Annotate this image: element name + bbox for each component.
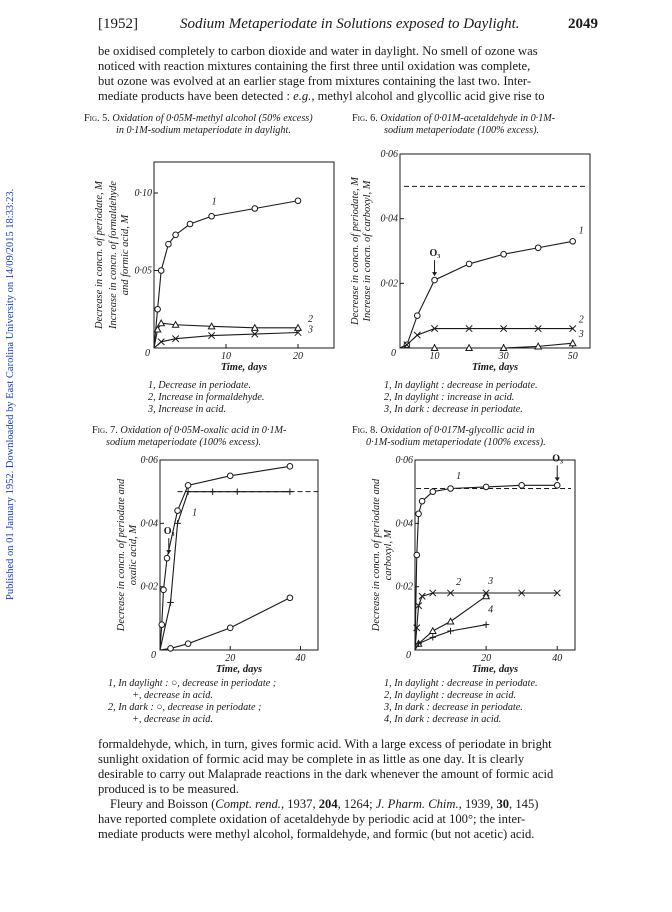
data-point-triangle	[158, 320, 164, 326]
data-point-circle	[187, 221, 193, 227]
figure-5-legend	[148, 380, 264, 416]
data-point-circle	[227, 473, 233, 479]
text-line: mediate products have been detected : e.g., methyl alcohol and glycollic acid give rise to	[98, 89, 545, 103]
series-label: 1	[578, 225, 584, 237]
y-tick-label: 0·02	[140, 581, 158, 593]
y-tick-label: 0·05	[134, 265, 152, 277]
series-label: 1	[456, 470, 462, 482]
y-tick-label: 0·02	[380, 278, 398, 290]
text-line: produced is to be measured.	[98, 782, 239, 796]
series-label: 3	[488, 576, 494, 588]
series-line	[160, 466, 290, 650]
data-point-circle	[448, 486, 454, 492]
y-axis-label: and formic acid, M	[120, 214, 131, 296]
data-point-circle	[483, 484, 489, 490]
x-axis-label: Time, days	[471, 664, 519, 675]
data-point-circle	[432, 277, 438, 283]
series-line	[160, 492, 290, 650]
origin-label: 0	[391, 348, 396, 359]
data-point-circle	[535, 245, 541, 251]
data-point-circle	[166, 241, 172, 247]
y-tick-label: 0·02	[395, 581, 413, 593]
legend-entry: 1, Decrease in periodate.	[148, 380, 251, 391]
annotation-arrowhead	[555, 477, 560, 481]
plot-frame	[160, 460, 318, 650]
text-line: Fleury and Boisson (Compt. rend., 1937, 204, 1264; J. Pharm. Chim., 1939, 30, 145)	[110, 797, 539, 811]
series-line	[160, 598, 290, 650]
data-point-plus	[209, 488, 215, 494]
series-label: 1	[192, 507, 198, 519]
data-point-circle	[287, 464, 293, 470]
figure-7-legend	[108, 678, 276, 726]
data-point-circle	[501, 251, 507, 257]
x-tick-label: 40	[295, 653, 306, 664]
series-label: 1	[211, 196, 217, 208]
y-axis-label: carboxyl, M	[383, 529, 394, 581]
x-tick-label: 10	[429, 351, 440, 362]
data-point-circle	[209, 213, 215, 219]
figure-7-caption: Fig. 7. Oxidation of 0·05M-oxalic acid in 0·1M- sodium metaperiodate (100% excess).	[92, 425, 287, 448]
legend-entry: 3, In dark : decrease in periodate.	[384, 702, 523, 713]
figure-7-chart	[88, 450, 348, 680]
data-point-circle	[168, 646, 174, 652]
data-point-circle	[466, 261, 472, 267]
figure-8-caption: Fig. 8. Oxidation of 0·017M-glycollic acid in 0·1M-sodium metaperiodate (100% excess).	[352, 425, 546, 448]
x-tick-label: 20	[481, 653, 492, 664]
annotation-arrowhead	[432, 272, 437, 276]
legend-entry: +, decrease in acid.	[132, 690, 213, 701]
figure-label: Fig. 7.	[92, 425, 118, 436]
data-point-circle	[161, 587, 167, 593]
data-point-circle	[554, 483, 560, 489]
series-label: 2	[308, 313, 313, 325]
text-line: desirable to carry out Malaprade reactions in the dark whenever the amount of formic acid	[98, 767, 554, 781]
legend-entry: 4, In dark : decrease in acid.	[384, 714, 502, 725]
x-tick-label: 40	[552, 653, 563, 664]
data-point-circle	[416, 511, 422, 517]
series-label: 3	[308, 324, 313, 336]
volume-year: [1952]	[98, 16, 138, 32]
ozone-annotation: O₃	[163, 526, 175, 538]
figure-6-chart	[350, 140, 610, 380]
data-point-plus	[287, 488, 293, 494]
annotation-arrowhead	[166, 550, 171, 554]
y-tick-label: 0·06	[380, 149, 398, 160]
origin-label: 0	[406, 650, 411, 661]
legend-entry: 1, In daylight : decrease in periodate.	[384, 380, 538, 391]
series-label: 2	[456, 577, 462, 588]
origin-label: 0	[145, 348, 150, 359]
data-point-cross	[414, 332, 420, 338]
y-axis-label: Decrease in concn. of periodate, M	[94, 180, 105, 330]
figure-5-chart	[84, 140, 344, 380]
data-point-circle	[185, 641, 191, 647]
figure-5-caption: Fig. 5. Oxidation of 0·05M-methyl alcohol (50% excess) in 0·1M-sodium metaperiodate in daylight.	[84, 113, 313, 136]
y-axis-label: Decrease in concn. of periodate, M	[350, 176, 361, 326]
data-point-cross	[419, 593, 425, 599]
data-point-circle	[159, 622, 165, 628]
y-axis-label: Increase in concn. of carboxyl, M	[362, 180, 373, 322]
legend-entry: 2, Increase in formaldehyde.	[148, 392, 265, 403]
data-point-circle	[227, 625, 233, 631]
download-watermark-text: Published on 01 January 1952. Downloaded by East Carolina University on 14/09/2015 18:33:23.	[5, 188, 16, 600]
data-point-circle	[185, 483, 191, 489]
data-point-circle	[519, 483, 525, 489]
y-tick-label: 0·04	[380, 213, 398, 225]
ozone-annotation: O₃	[429, 248, 441, 260]
text-line: formaldehyde, which, in turn, gives formic acid. With a large excess of periodate in bright	[98, 737, 552, 751]
series-label: 2	[578, 314, 584, 326]
y-axis-label: oxalic acid, M	[128, 524, 139, 586]
x-tick-label: 20	[293, 351, 303, 362]
series-label: 3	[578, 329, 584, 341]
figure-label: Fig. 6.	[352, 113, 378, 124]
series-line	[400, 343, 573, 348]
x-tick-label: 50	[567, 351, 578, 362]
running-header	[98, 16, 598, 38]
data-point-circle	[173, 232, 179, 238]
figure-8-legend	[384, 678, 538, 726]
article-title: Sodium Metaperiodate in Solutions exposed to Daylight.	[180, 16, 520, 32]
legend-entry: +, decrease in acid.	[132, 714, 213, 725]
y-axis-label: Decrease in concn. of periodate and	[116, 478, 127, 632]
data-point-plus	[167, 599, 173, 605]
plot-frame	[400, 154, 590, 348]
text-line: have reported complete oxidation of acetaldehyde by periodic acid at 100°; the inter-	[98, 812, 526, 826]
figure-label: Fig. 8.	[352, 425, 378, 436]
plot-frame	[415, 460, 575, 650]
data-point-plus	[234, 488, 240, 494]
data-point-circle	[570, 239, 576, 245]
data-point-circle	[419, 498, 425, 504]
legend-entry: 1, In daylight : decrease in periodate.	[384, 678, 538, 689]
download-watermark	[4, 60, 16, 600]
data-point-circle	[155, 306, 161, 312]
figure-8-chart	[355, 450, 615, 680]
y-axis-label: Increase in concn. of formaldehyde	[108, 180, 119, 330]
legend-entry: 2, In daylight : decrease in acid.	[384, 690, 517, 701]
x-tick-label: 30	[498, 351, 509, 362]
figure-6-legend	[384, 380, 538, 416]
data-point-plus	[447, 628, 453, 634]
data-point-circle	[252, 206, 258, 212]
text-line: sunlight oxidation of formic acid may be complete in as little as one day. It is clearly	[98, 752, 525, 766]
figure-6-caption: Fig. 6. Oxidation of 0·01M-acetaldehyde in 0·1M- sodium metaperiodate (100% excess).	[352, 113, 556, 136]
data-point-triangle	[447, 618, 453, 624]
series-label: 4	[488, 604, 494, 616]
plot-frame	[154, 162, 334, 348]
data-point-circle	[175, 508, 181, 514]
data-point-circle	[430, 489, 436, 495]
data-point-circle	[164, 555, 170, 561]
data-point-circle	[414, 313, 420, 319]
x-axis-label: Time, days	[215, 664, 263, 675]
data-point-circle	[414, 552, 420, 558]
legend-entry: 3, In dark : decrease in periodate.	[384, 404, 523, 415]
data-point-circle	[287, 595, 293, 601]
page-number: 2049	[568, 16, 598, 32]
ozone-annotation: O₃	[552, 453, 564, 465]
legend-entry: 2, In daylight : increase in acid.	[384, 392, 515, 403]
y-tick-label: 0·06	[395, 455, 413, 466]
data-point-circle	[295, 198, 301, 204]
text-line: noticed with reaction mixtures containing the first three until oxidation was complete,	[98, 59, 531, 73]
legend-entry: 1, In daylight : ○, decrease in periodate ;	[108, 678, 277, 689]
origin-label: 0	[151, 650, 156, 661]
legend-entry: 2, In dark : ○, decrease in periodate ;	[108, 702, 262, 713]
text-line: but ozone was evolved at an earlier stage from mixtures containing the last two. Inter-	[98, 74, 532, 88]
y-tick-label: 0·10	[134, 188, 152, 199]
legend-entry: 3, Increase in acid.	[148, 404, 226, 415]
data-point-circle	[158, 268, 164, 274]
y-tick-label: 0·04	[395, 518, 413, 530]
paragraph-top	[98, 44, 598, 104]
y-tick-label: 0·06	[140, 455, 158, 466]
data-point-plus	[430, 634, 436, 640]
x-tick-label: 20	[225, 653, 236, 664]
x-axis-label: Time, days	[220, 362, 268, 373]
text-line: be oxidised completely to carbon dioxide and water in daylight. No smell of ozone was	[98, 44, 538, 58]
data-point-triangle	[430, 628, 436, 634]
figure-label: Fig. 5.	[84, 113, 110, 124]
x-tick-label: 10	[221, 351, 231, 362]
paragraph-bottom	[98, 737, 598, 842]
y-tick-label: 0·04	[140, 518, 158, 530]
x-axis-label: Time, days	[471, 362, 519, 373]
data-point-plus	[483, 621, 489, 627]
text-line: mediate products were methyl alcohol, formaldehyde, and formic (but not acetic) acid.	[98, 827, 535, 841]
y-axis-label: Decrease in concn. of periodate and	[371, 478, 382, 632]
